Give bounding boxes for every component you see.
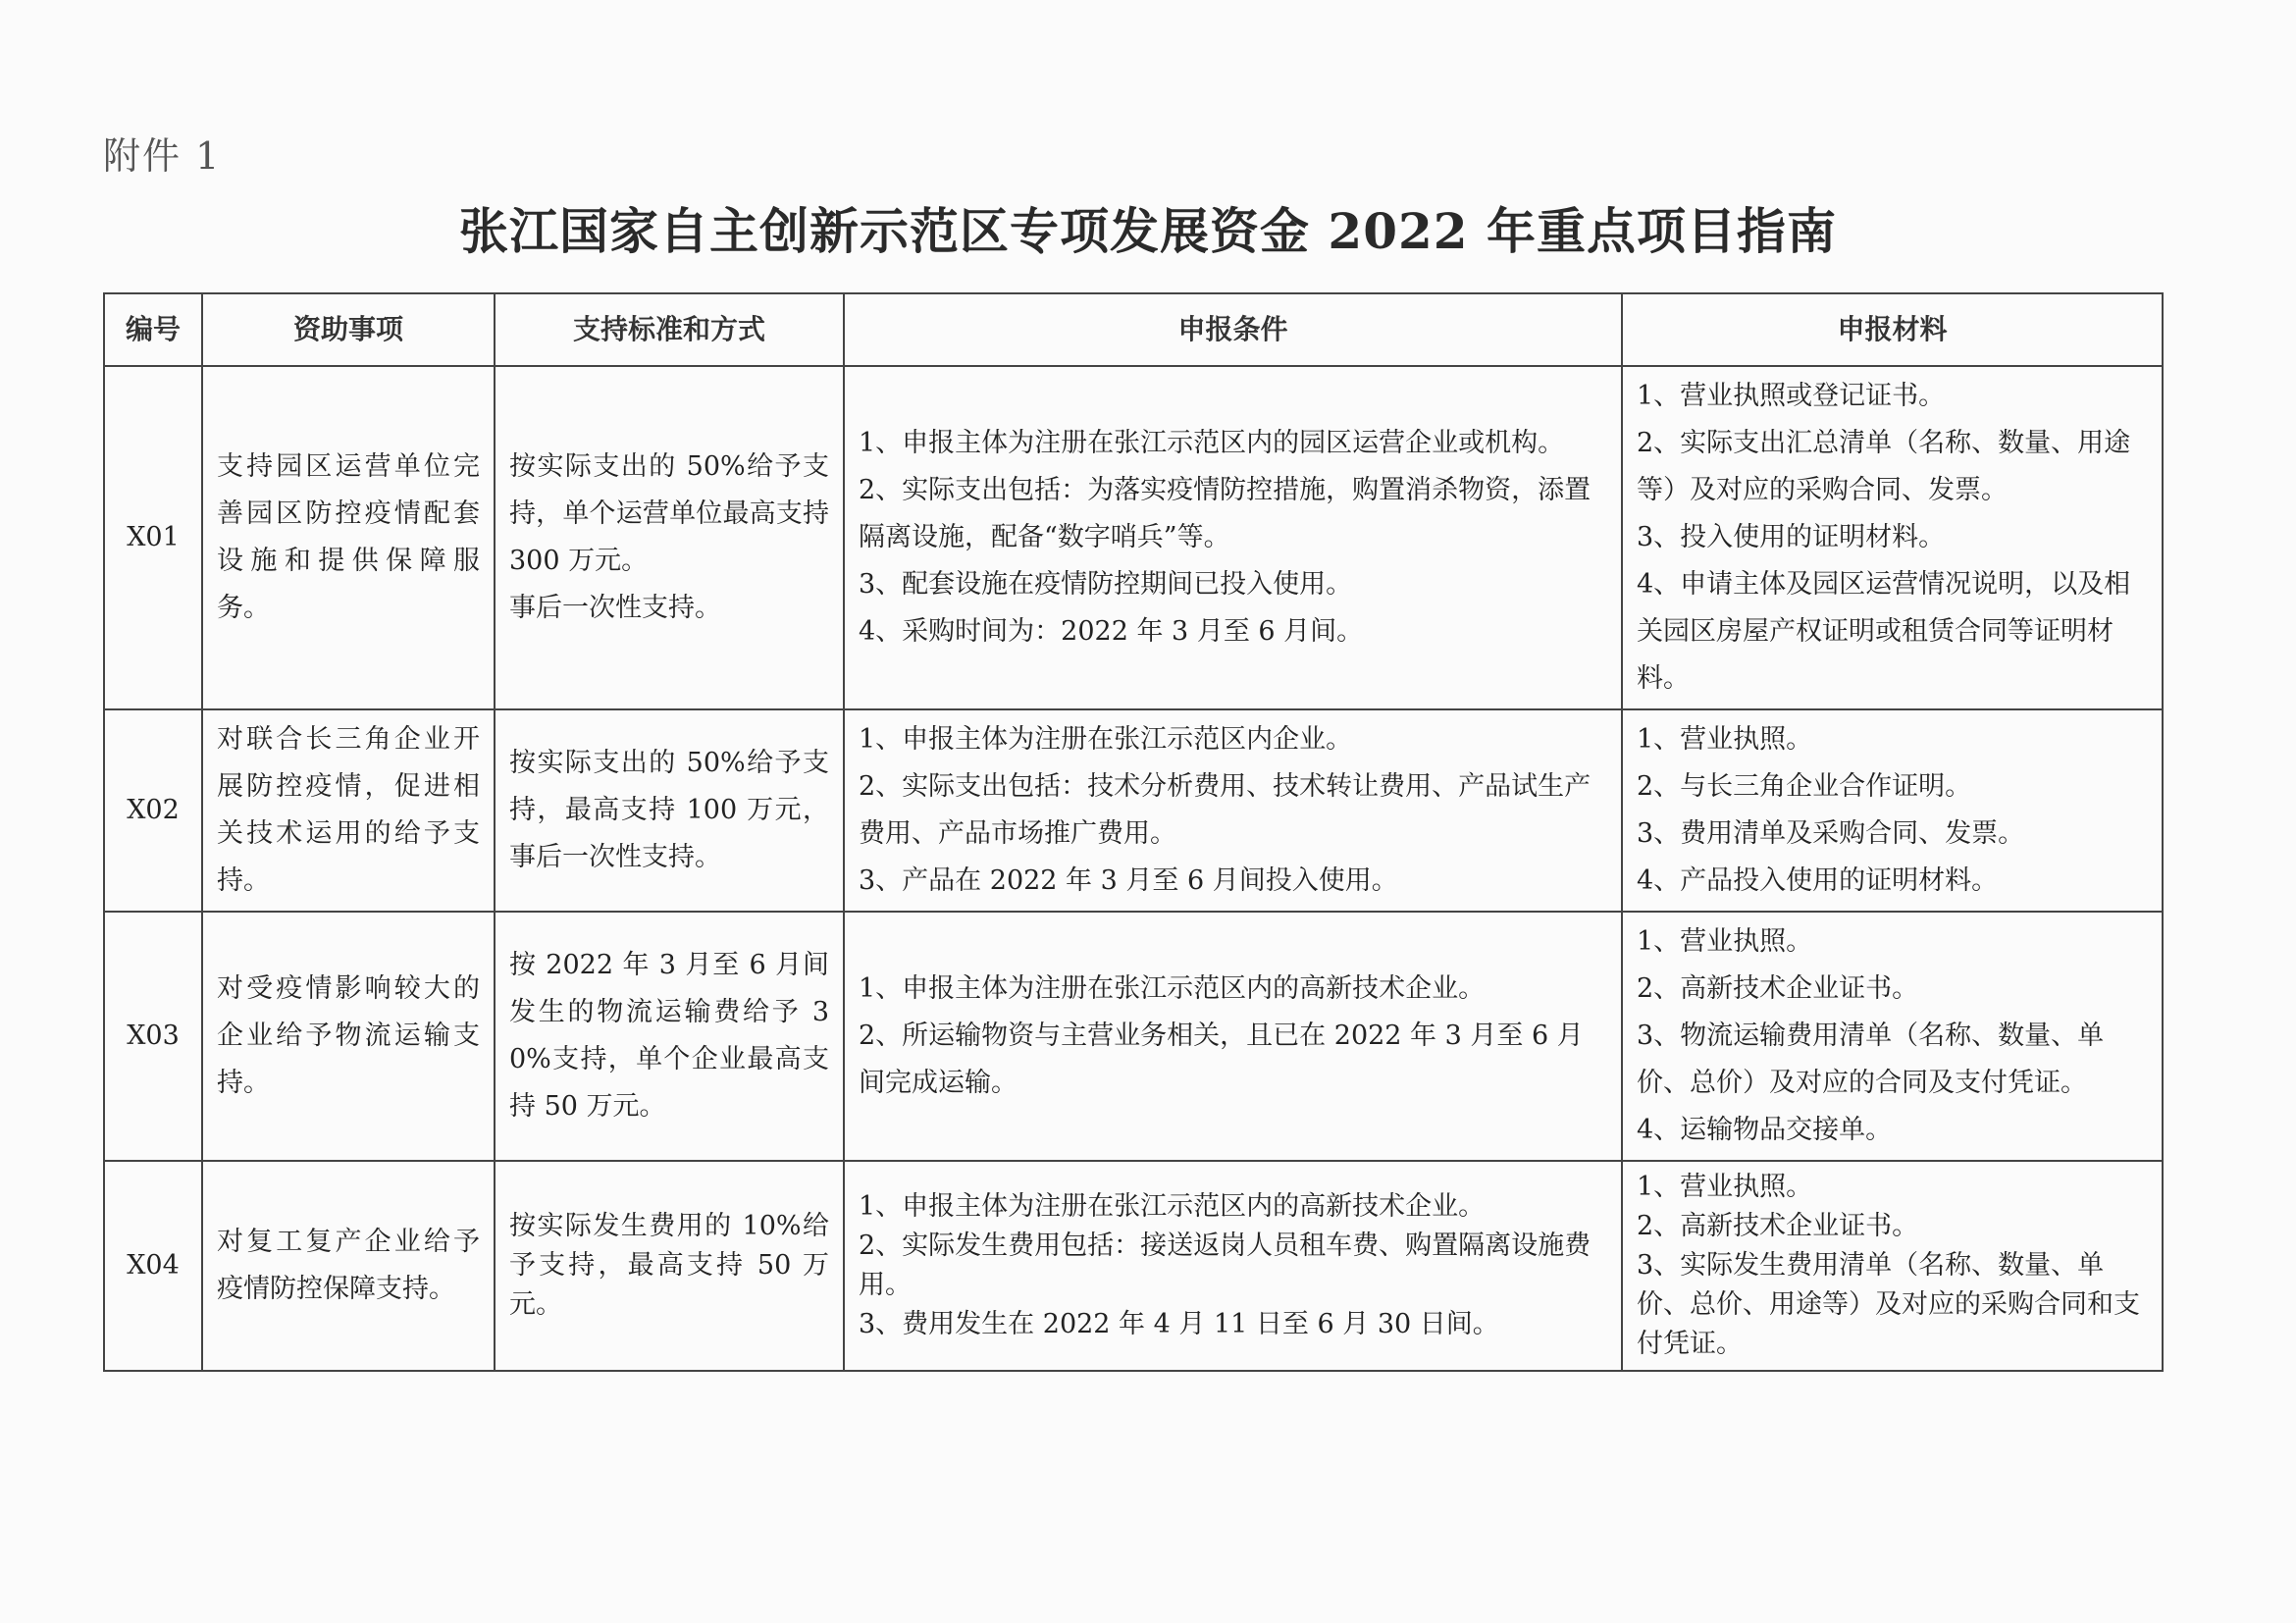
row-standard — [495, 1161, 844, 1371]
standard-line: 按实际支出的 50%给予支持，最高支持 100 万元，事后一次性支持。 — [509, 748, 829, 872]
material-line: 3、费用清单及采购合同、发票。 — [1637, 818, 2025, 849]
material-line: 1、营业执照。 — [1637, 1172, 1813, 1202]
table-row — [104, 366, 2163, 709]
condition-line: 1、申报主体为注册在张江示范区内的高新技术企业。 — [859, 1191, 1486, 1222]
material-line: 4、运输物品交接单。 — [1637, 1115, 1893, 1145]
row-item: 对复工复产企业给予疫情防控保障支持。 — [202, 1161, 495, 1371]
row-code: X02 — [104, 709, 202, 912]
material-line: 1、营业执照或登记证书。 — [1637, 381, 1946, 411]
column-header-code: 编号 — [104, 293, 202, 366]
table-header-row — [104, 293, 2163, 366]
material-line: 3、投入使用的证明材料。 — [1637, 522, 1946, 552]
condition-line: 2、实际支出包括：技术分析费用、技术转让费用、产品试生产费用、产品市场推广费用。 — [859, 771, 1592, 849]
material-line: 4、申请主体及园区运营情况说明，以及相关园区房屋产权证明或租赁合同等证明材料。 — [1637, 569, 2131, 694]
material-line: 2、高新技术企业证书。 — [1637, 1211, 1919, 1241]
row-standard — [495, 366, 844, 709]
material-line: 2、与长三角企业合作证明。 — [1637, 771, 1972, 802]
condition-line: 2、所运输物资与主营业务相关，且已在 2022 年 3 月至 6 月间完成运输。 — [859, 1021, 1584, 1098]
column-header-item: 资助事项 — [202, 293, 495, 366]
row-materials — [1622, 912, 2163, 1161]
standard-line: 按实际发生费用的 10%给予支持，最高支持 50 万元。 — [509, 1211, 829, 1320]
condition-line: 1、申报主体为注册在张江示范区内企业。 — [859, 724, 1353, 755]
material-line: 4、产品投入使用的证明材料。 — [1637, 865, 1999, 896]
condition-line: 3、费用发生在 2022 年 4 月 11 日至 6 月 30 日间。 — [859, 1309, 1499, 1339]
row-code: X03 — [104, 912, 202, 1161]
row-item: 对受疫情影响较大的企业给予物流运输支持。 — [202, 912, 495, 1161]
condition-line: 2、实际发生费用包括：接送返岗人员租车费、购置隔离设施费用。 — [859, 1230, 1592, 1300]
row-materials — [1622, 709, 2163, 912]
material-line: 1、营业执照。 — [1637, 926, 1813, 957]
condition-line: 1、申报主体为注册在张江示范区内的园区运营企业或机构。 — [859, 428, 1565, 458]
material-line: 2、实际支出汇总清单（名称、数量、用途等）及对应的采购合同、发票。 — [1637, 428, 2131, 505]
table-row — [104, 709, 2163, 912]
column-header-standard: 支持标准和方式 — [495, 293, 844, 366]
row-conditions — [844, 912, 1622, 1161]
column-header-conditions: 申报条件 — [844, 293, 1622, 366]
document-title: 张江国家自主创新示范区专项发展资金 2022 年重点项目指南 — [459, 202, 1837, 260]
condition-line: 3、产品在 2022 年 3 月至 6 月间投入使用。 — [859, 865, 1398, 896]
row-materials — [1622, 366, 2163, 709]
attachment-label: 附件 1 — [103, 134, 222, 178]
column-header-materials: 申报材料 — [1622, 293, 2163, 366]
condition-line: 2、实际支出包括：为落实疫情防控措施，购置消杀物资，添置隔离设施，配备“数字哨兵”等。 — [859, 475, 1592, 552]
row-standard — [495, 912, 844, 1161]
row-conditions — [844, 366, 1622, 709]
condition-line: 1、申报主体为注册在张江示范区内的高新技术企业。 — [859, 973, 1486, 1004]
table-row — [104, 1161, 2163, 1371]
condition-line: 4、采购时间为：2022 年 3 月至 6 月间。 — [859, 616, 1364, 647]
row-item: 对联合长三角企业开展防控疫情，促进相关技术运用的给予支持。 — [202, 709, 495, 912]
standard-line: 按实际支出的 50%给予支持，单个运营单位最高支持 300 万元。 — [509, 451, 829, 576]
row-standard — [495, 709, 844, 912]
material-line: 3、实际发生费用清单（名称、数量、单价、总价、用途等）及对应的采购合同和支付凭证。 — [1637, 1250, 2140, 1359]
row-conditions — [844, 1161, 1622, 1371]
row-conditions — [844, 709, 1622, 912]
material-line: 2、高新技术企业证书。 — [1637, 973, 1919, 1004]
condition-line: 3、配套设施在疫情防控期间已投入使用。 — [859, 569, 1353, 600]
standard-line: 按 2022 年 3 月至 6 月间发生的物流运输费给予 30%支持，单个企业最高支持 50 万元。 — [509, 950, 829, 1122]
material-line: 3、物流运输费用清单（名称、数量、单价、总价）及对应的合同及支付凭证。 — [1637, 1021, 2105, 1098]
row-materials — [1622, 1161, 2163, 1371]
standard-line: 事后一次性支持。 — [509, 593, 721, 623]
project-guide-table — [103, 292, 2164, 1372]
row-code: X04 — [104, 1161, 202, 1371]
table-row — [104, 912, 2163, 1161]
row-item: 支持园区运营单位完善园区防控疫情配套设施和提供保障服务。 — [202, 366, 495, 709]
row-code: X01 — [104, 366, 202, 709]
material-line: 1、营业执照。 — [1637, 724, 1813, 755]
